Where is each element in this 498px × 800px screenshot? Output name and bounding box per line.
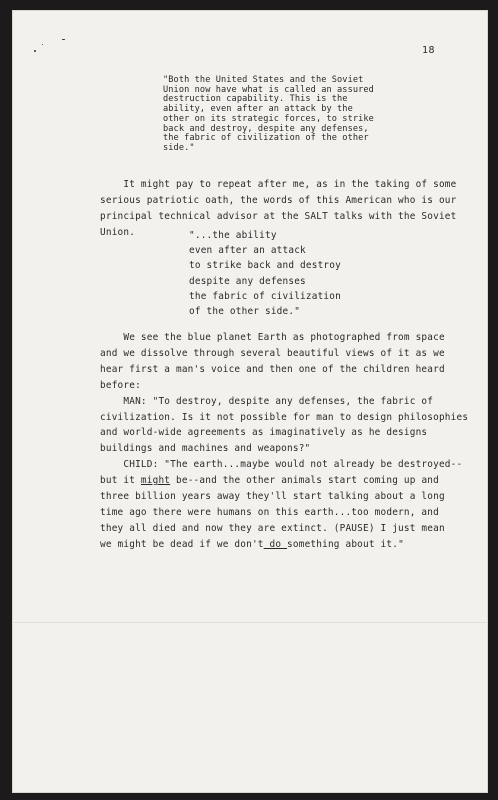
opening-quote-block [163, 76, 374, 154]
paragraph-line: Union. [100, 226, 136, 238]
quote-line: "Both the United States and the Soviet [163, 75, 364, 85]
paragraph-line: and world-wide agreements as imaginatively as he designs [100, 427, 428, 439]
paper-fold-line [12, 622, 488, 623]
paragraph-dialogue [100, 330, 468, 553]
paragraph-line: We see the blue planet Earth as photographed from space [100, 332, 445, 343]
quote-line: ability, even after an attack by the [163, 104, 353, 115]
quote-line: the fabric of civilization of the other [163, 133, 369, 144]
poem-line: to strike back and destroy [189, 260, 341, 272]
paragraph-line: buildings and machines and weapons?" [100, 443, 311, 455]
paragraph-line: before: [100, 379, 141, 391]
paragraph-line: CHILD: "The earth...maybe would not already be destroyed-- [100, 459, 463, 471]
paragraph-line: time ago there were humans on this earth...too modern, and [100, 506, 439, 518]
quote-line: other on its strategic forces, to strike [163, 113, 374, 124]
poem-line: "...the ability [189, 230, 277, 241]
indented-quote-block [189, 228, 341, 319]
page-number: 18 [422, 45, 436, 56]
quote-line: Union now have what is called an assured [163, 84, 374, 95]
paragraph-line: and we dissolve through several beautiful views of it as we [100, 347, 445, 359]
document-page [12, 10, 488, 793]
paragraph-line: but it might be--and the other animals start coming up and [100, 475, 439, 487]
paragraph-line: we might be dead if we don't do something about it." [100, 538, 404, 550]
quote-line: back and destroy, despite any defenses, [163, 123, 369, 134]
quote-line: side." [163, 142, 195, 153]
paragraph-line: three billion years away they'll start talking about a long [100, 491, 445, 503]
paragraph-line: serious patriotic oath, the words of this American who is our [100, 194, 457, 206]
poem-line: the fabric of civilization [189, 290, 341, 302]
paragraph-line: they all died and now they are extinct. (PAUSE) I just mean [100, 522, 445, 534]
paragraph-line: principal technical advisor at the SALT talks with the Soviet [100, 210, 457, 222]
paragraph-line: MAN: "To destroy, despite any defenses, the fabric of [100, 395, 434, 407]
paragraph-line: It might pay to repeat after me, as in the taking of some [100, 179, 457, 190]
poem-line: despite any defenses [189, 275, 306, 287]
paragraph-line: hear first a man's voice and then one of the children heard [100, 363, 445, 375]
quote-line: destruction capability. This is the [163, 94, 348, 105]
paragraph-line: civilization. Is it not possible for man to design philosophies [100, 411, 469, 423]
poem-line: of the other side." [189, 306, 301, 318]
poem-line: even after an attack [189, 245, 306, 257]
